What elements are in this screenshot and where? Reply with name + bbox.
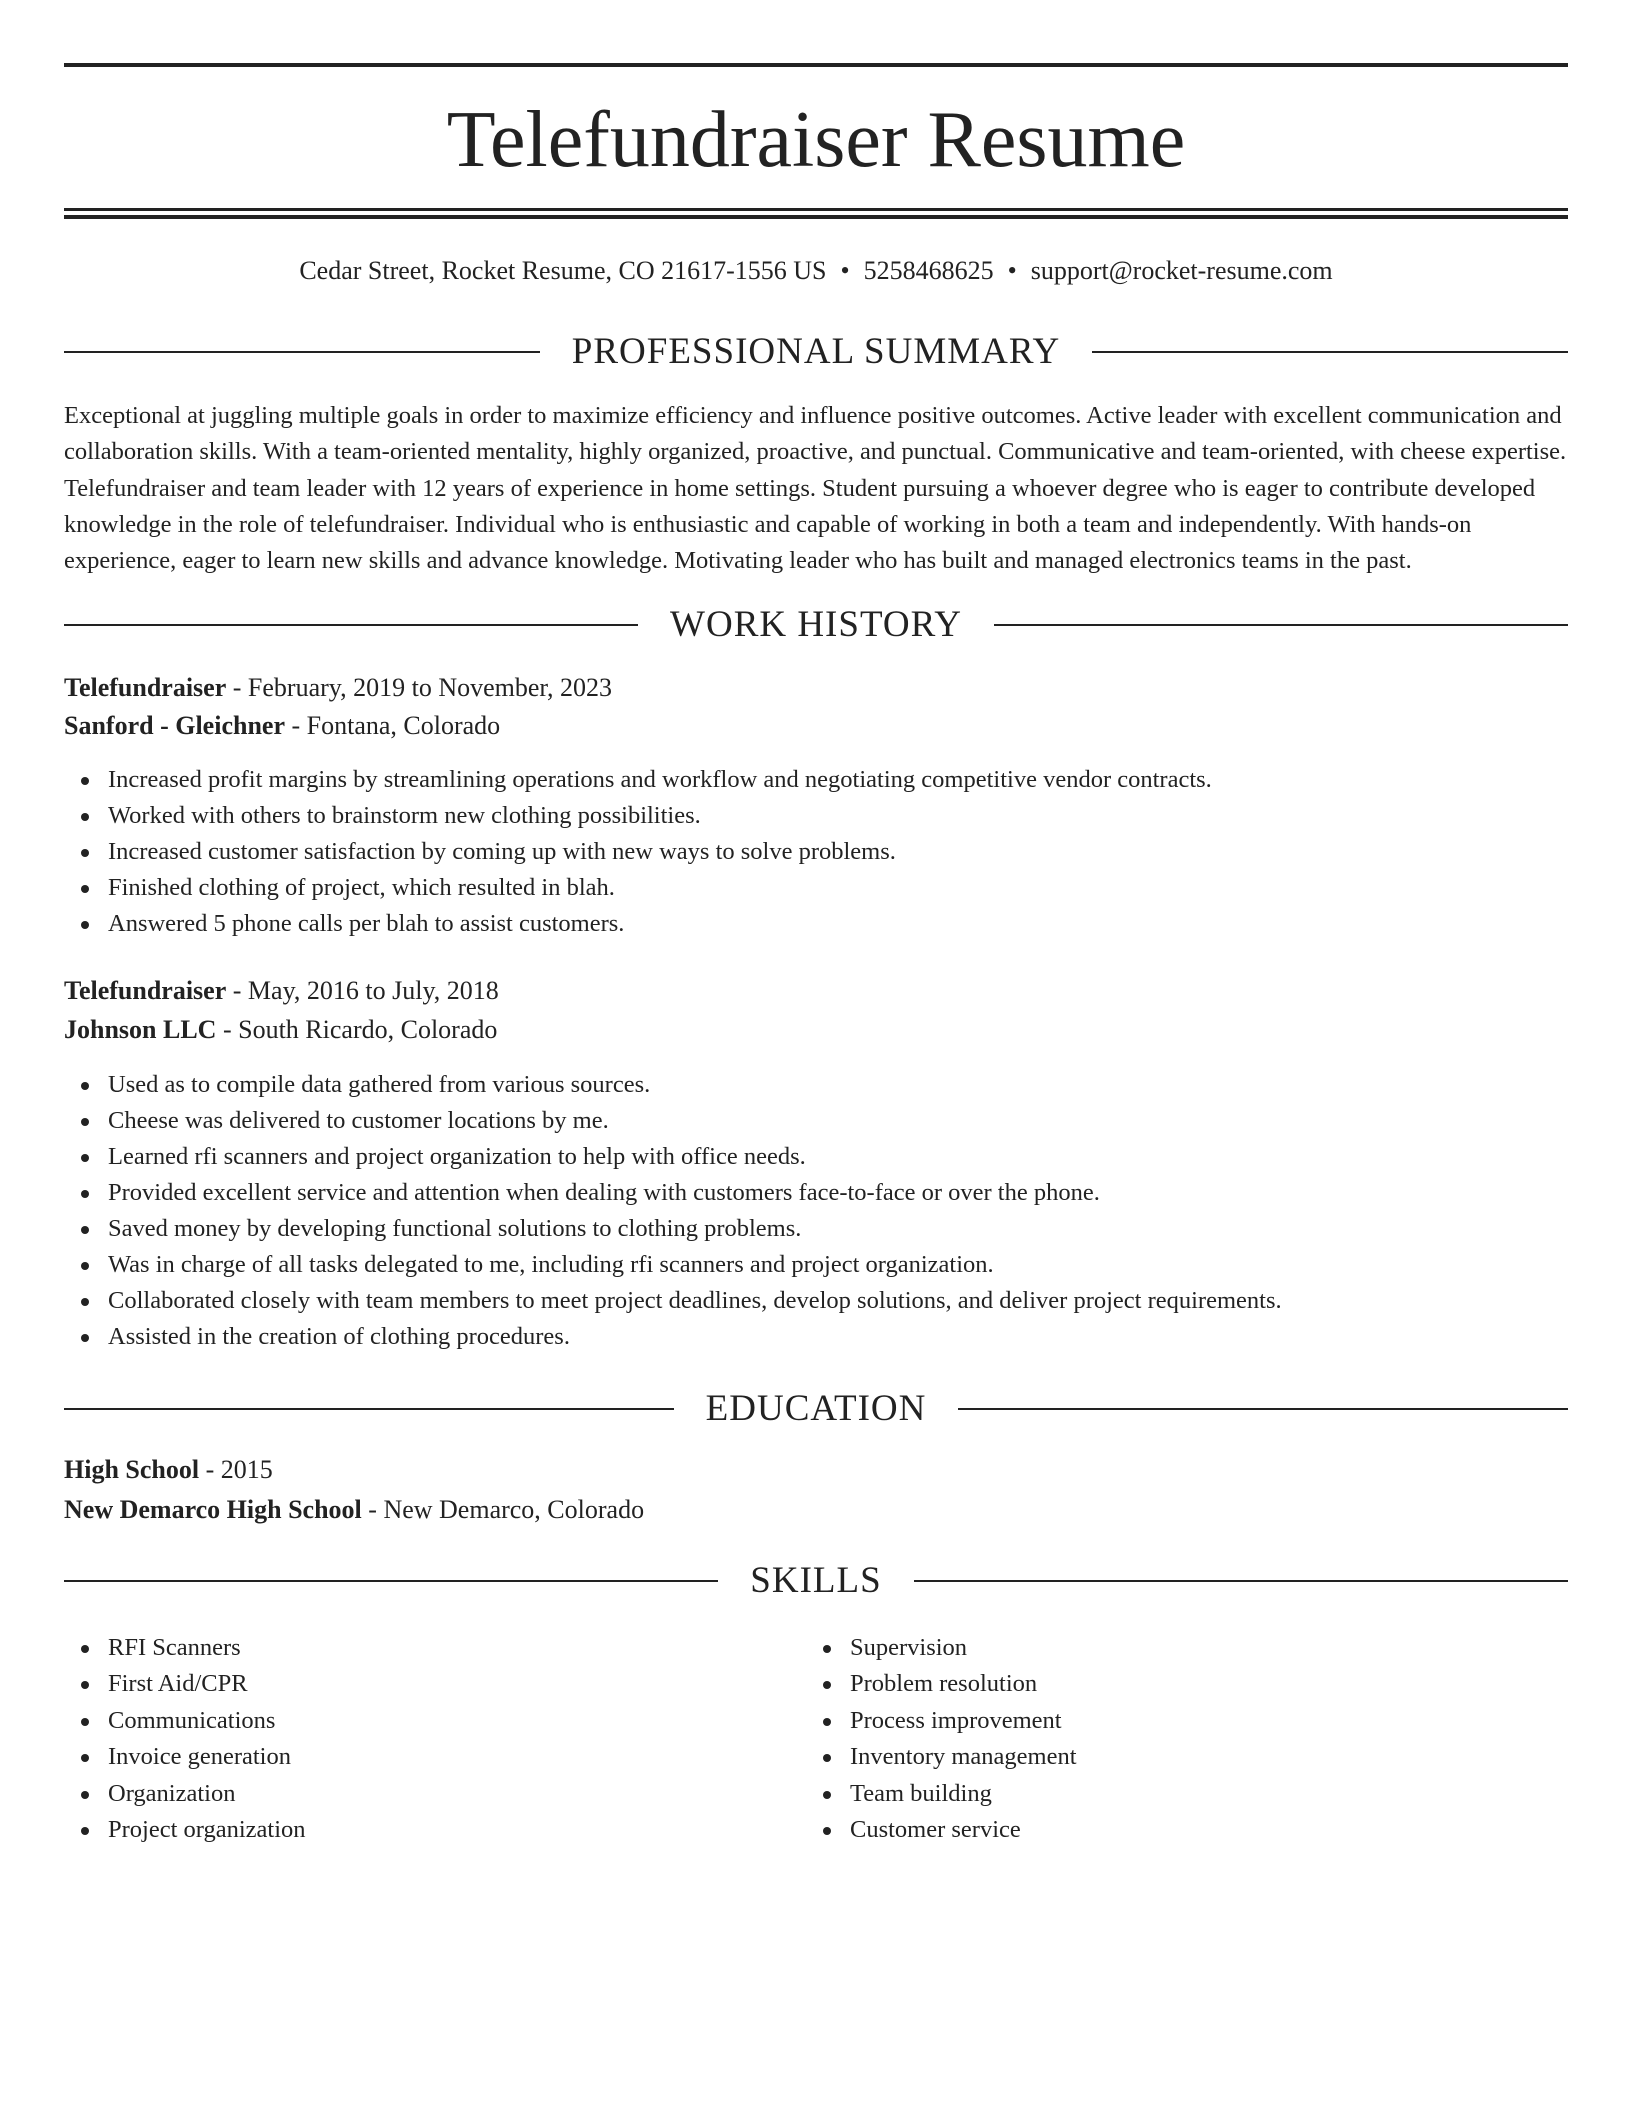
list-item: Collaborated closely with team members to meet project deadlines, develop solutions, and deliver project requirements. xyxy=(108,1283,1568,1319)
contact-line xyxy=(64,252,1568,290)
contact-phone: 5258468625 xyxy=(863,256,994,285)
contact-email: support@rocket-resume.com xyxy=(1030,256,1333,285)
job-title: Telefundraiser xyxy=(64,673,227,702)
contact-separator: • xyxy=(840,256,850,285)
section-heading-summary xyxy=(64,330,1568,374)
job-title-line xyxy=(64,972,1568,1010)
job-bullets xyxy=(64,1067,1568,1355)
heading-rule xyxy=(994,624,1568,626)
skill-item: Project organization xyxy=(108,1812,788,1848)
job-company-line xyxy=(64,707,1568,745)
list-item: Learned rfi scanners and project organization to help with office needs. xyxy=(108,1139,1568,1175)
education-location: - New Demarco, Colorado xyxy=(361,1495,645,1524)
job-bullets xyxy=(64,762,1568,942)
list-item: Finished clothing of project, which resulted in blah. xyxy=(108,870,1568,906)
list-item: Provided excellent service and attention when dealing with customers face-to-face or over the phone. xyxy=(108,1175,1568,1211)
list-item: Worked with others to brainstorm new clothing possibilities. xyxy=(108,798,1568,834)
heading-rule xyxy=(1092,351,1568,353)
heading-rule xyxy=(914,1580,1568,1582)
education-school-line xyxy=(64,1491,1568,1529)
job-company: Sanford - Gleichner xyxy=(64,711,285,740)
title-rule-lower xyxy=(64,215,1568,219)
list-item: Saved money by developing functional solutions to clothing problems. xyxy=(108,1211,1568,1247)
list-item: Was in charge of all tasks delegated to me, including rfi scanners and project organization. xyxy=(108,1247,1568,1283)
section-heading-work xyxy=(64,603,1568,647)
skill-item: Communications xyxy=(108,1703,788,1739)
section-title: SKILLS xyxy=(750,1560,882,1601)
skills-list-left xyxy=(64,1630,788,1848)
heading-rule xyxy=(958,1408,1568,1410)
section-title: PROFESSIONAL SUMMARY xyxy=(571,331,1061,372)
list-item: Increased profit margins by streamlining operations and workflow and negotiating competitive vendor contracts. xyxy=(108,762,1568,798)
heading-rule xyxy=(64,624,638,626)
education-year: - 2015 xyxy=(199,1455,273,1484)
list-item: Increased customer satisfaction by coming up with new ways to solve problems. xyxy=(108,834,1568,870)
job-dates: - May, 2016 to July, 2018 xyxy=(226,976,499,1005)
title-rule-upper xyxy=(64,208,1568,211)
job-location: - Fontana, Colorado xyxy=(285,711,501,740)
job-company: Johnson LLC xyxy=(64,1015,217,1044)
contact-separator: • xyxy=(1007,256,1017,285)
skill-item: RFI Scanners xyxy=(108,1630,788,1666)
heading-rule xyxy=(64,1408,674,1410)
skill-item: Customer service xyxy=(850,1812,1550,1848)
list-item: Answered 5 phone calls per blah to assist customers. xyxy=(108,906,1568,942)
skill-item: Process improvement xyxy=(850,1703,1550,1739)
education-degree: High School xyxy=(64,1455,200,1484)
skill-item: Inventory management xyxy=(850,1739,1550,1775)
skill-item: Supervision xyxy=(850,1630,1550,1666)
skills-list-right xyxy=(806,1630,1550,1848)
summary-text: Exceptional at juggling multiple goals in order to maximize efficiency and influence positive outcomes. Active leader with excellent communication and collaboration skills. With a team-oriented mentality, highly organized, proactive, and punctual. Communicative and team-oriented, with cheese expertise. Telefundraiser and team leader with 12 years of experience in home settings. Student pursuing a whoever degree who is eager to contribute developed knowledge in the role of telefundraiser. Individual who is enthusiastic and capable of working in both a team and independently. With hands-on experience, eager to learn new skills and advance knowledge. Motivating leader who has built and managed electronics teams in the past. xyxy=(64,402,1567,575)
job-title-line xyxy=(64,669,1568,707)
job-location: - South Ricardo, Colorado xyxy=(216,1015,498,1044)
skill-item: Problem resolution xyxy=(850,1666,1550,1702)
education-degree-line xyxy=(64,1451,1568,1489)
resume-title: Telefundraiser Resume xyxy=(446,96,1186,184)
job-company-line xyxy=(64,1011,1568,1049)
section-title: EDUCATION xyxy=(705,1388,927,1429)
skill-item: Team building xyxy=(850,1776,1550,1812)
heading-rule xyxy=(64,351,540,353)
skill-item: Organization xyxy=(108,1776,788,1812)
contact-address: Cedar Street, Rocket Resume, CO 21617-1556 US xyxy=(299,256,827,285)
top-rule xyxy=(64,63,1568,67)
skill-item: First Aid/CPR xyxy=(108,1666,788,1702)
section-title: WORK HISTORY xyxy=(670,604,962,645)
heading-rule xyxy=(64,1580,718,1582)
section-heading-skills xyxy=(64,1559,1568,1603)
list-item: Cheese was delivered to customer locations by me. xyxy=(108,1103,1568,1139)
list-item: Assisted in the creation of clothing procedures. xyxy=(108,1319,1568,1355)
list-item: Used as to compile data gathered from various sources. xyxy=(108,1067,1568,1103)
job-dates: - February, 2019 to November, 2023 xyxy=(226,673,613,702)
job-title: Telefundraiser xyxy=(64,976,227,1005)
section-heading-education xyxy=(64,1387,1568,1431)
education-school: New Demarco High School xyxy=(64,1495,362,1524)
skill-item: Invoice generation xyxy=(108,1739,788,1775)
